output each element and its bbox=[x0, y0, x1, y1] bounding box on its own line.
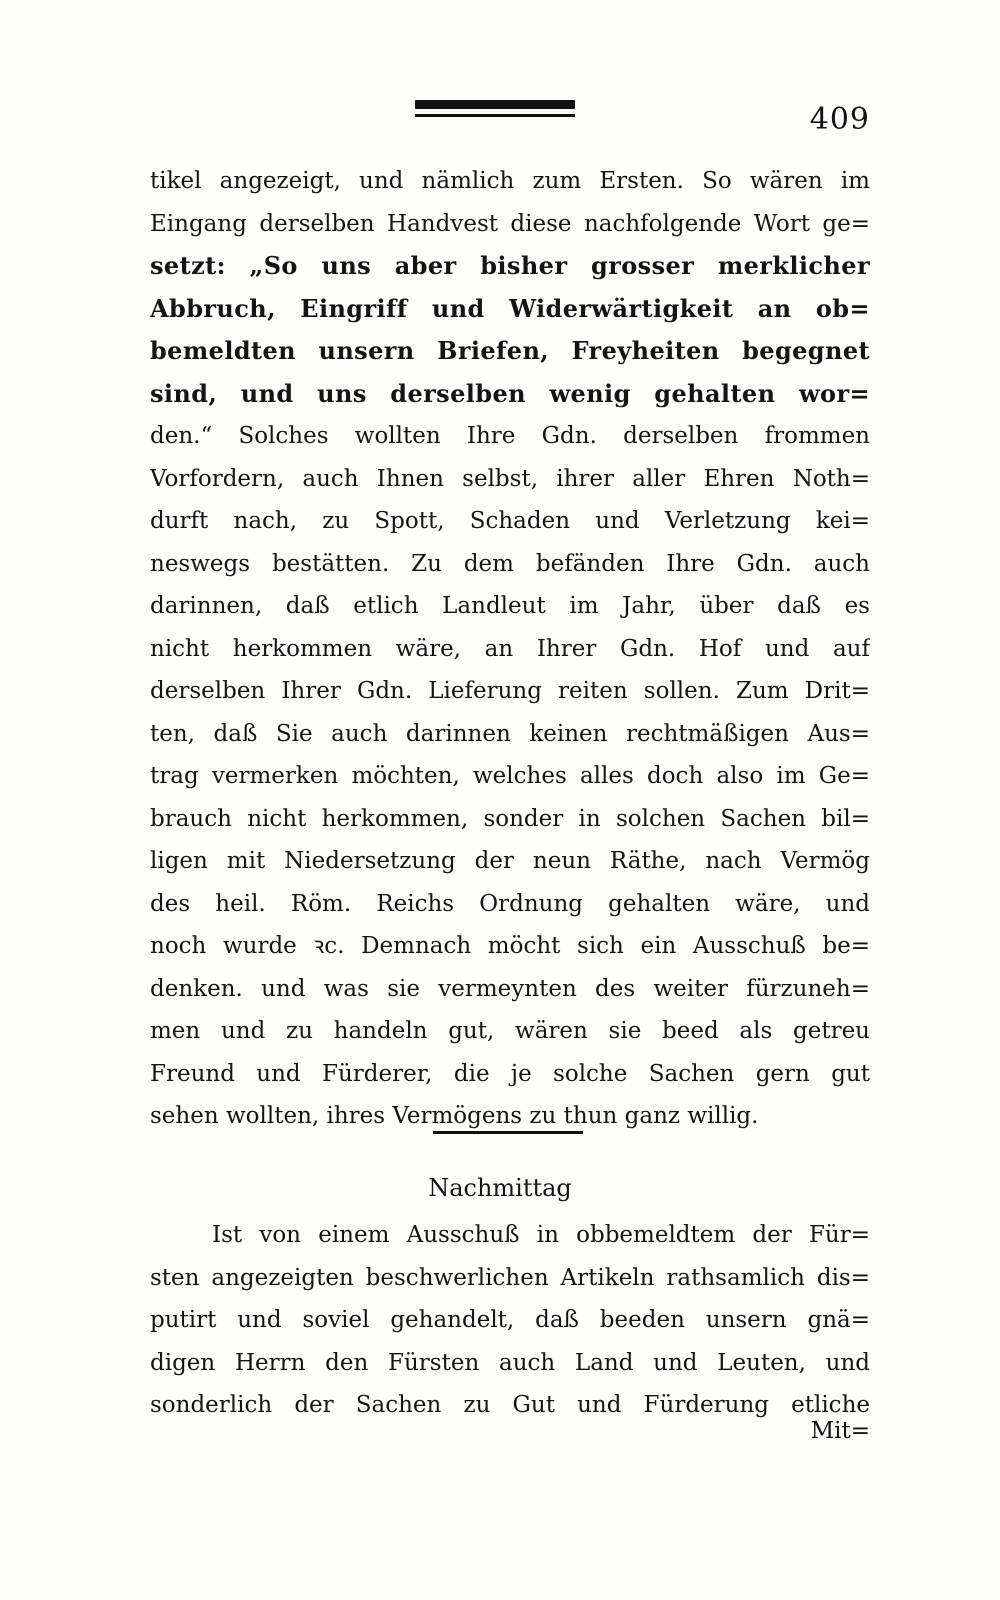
text-line: sonderlich der Sachen zu Gut und Fürderung etliche bbox=[150, 1392, 870, 1418]
text-line: Abbruch, Eingriff und Widerwärtigkeit an ob= bbox=[150, 293, 870, 323]
text-line: bemeldten unsern Briefen, Freyheiten begegnet bbox=[150, 336, 870, 365]
afternoon-text-block bbox=[150, 1214, 870, 1427]
text-line: derselben Ihrer Gdn. Lieferung reiten sollen. Zum Drit= bbox=[150, 678, 870, 704]
text-line: Eingang derselben Handvest diese nachfolgende Wort ge= bbox=[150, 210, 870, 237]
text-line: digen Herrn den Fürsten auch Land und Leuten, und bbox=[150, 1349, 870, 1376]
text-line: sten angezeigten beschwerlichen Artikeln rathsamlich dis= bbox=[150, 1264, 870, 1291]
text-line: setzt: „So uns aber bisher grosser merklicher bbox=[150, 251, 870, 280]
text-line: putirt und soviel gehandelt, daß beeden unsern gnä= bbox=[150, 1307, 870, 1333]
text-line: nicht herkommen wäre, an Ihrer Gdn. Hof und auf bbox=[150, 635, 870, 662]
text-line: denken. und was sie vermeynten des weiter fürzuneh= bbox=[150, 975, 870, 1002]
main-text-block bbox=[150, 160, 870, 1138]
section-divider bbox=[433, 1131, 583, 1134]
text-line: Ist von einem Ausschuß in obbemeldtem der Für= bbox=[212, 1222, 870, 1248]
text-line: ligen mit Niedersetzung der neun Räthe, nach Vermög bbox=[150, 848, 870, 874]
text-line: sind, und uns derselben wenig gehalten wor= bbox=[150, 378, 870, 408]
text-line: ten, daß Sie auch darinnen keinen rechtmäßigen Aus= bbox=[150, 720, 870, 747]
catchword: Mit= bbox=[810, 1418, 870, 1444]
text-line: noch wurde ꝛc. Demnach möcht sich ein Ausschuß be= bbox=[150, 933, 870, 959]
text-line: Freund und Fürderer, die je solche Sachen gern gut bbox=[150, 1060, 870, 1087]
text-line: neswegs bestätten. Zu dem befänden Ihre Gdn. auch bbox=[150, 550, 870, 577]
text-line: brauch nicht herkommen, sonder in solchen Sachen bil= bbox=[150, 805, 870, 832]
text-line: sehen wollten, ihres Vermögens zu thun ganz willig. bbox=[150, 1103, 759, 1129]
header-rule bbox=[415, 100, 575, 117]
header-rule-thin bbox=[415, 114, 575, 117]
text-line: darinnen, daß etlich Landleut im Jahr, über daß es bbox=[150, 593, 870, 619]
text-line: trag vermerken möchten, welches alles doch also im Ge= bbox=[150, 763, 870, 789]
section-heading: Nachmittag bbox=[428, 1174, 572, 1202]
text-line: des heil. Röm. Reichs Ordnung gehalten wäre, und bbox=[150, 890, 870, 917]
text-line: tikel angezeigt, und nämlich zum Ersten. So wären im bbox=[150, 168, 870, 194]
text-line: men und zu handeln gut, wären sie beed als getreu bbox=[150, 1018, 870, 1044]
page-number: 409 bbox=[809, 102, 870, 137]
header-rule-thick bbox=[415, 100, 575, 109]
text-line: Vorfordern, auch Ihnen selbst, ihrer aller Ehren Noth= bbox=[150, 465, 870, 492]
text-line: den.“ Solches wollten Ihre Gdn. derselben frommen bbox=[150, 423, 870, 449]
text-line: durft nach, zu Spott, Schaden und Verletzung kei= bbox=[150, 508, 870, 534]
